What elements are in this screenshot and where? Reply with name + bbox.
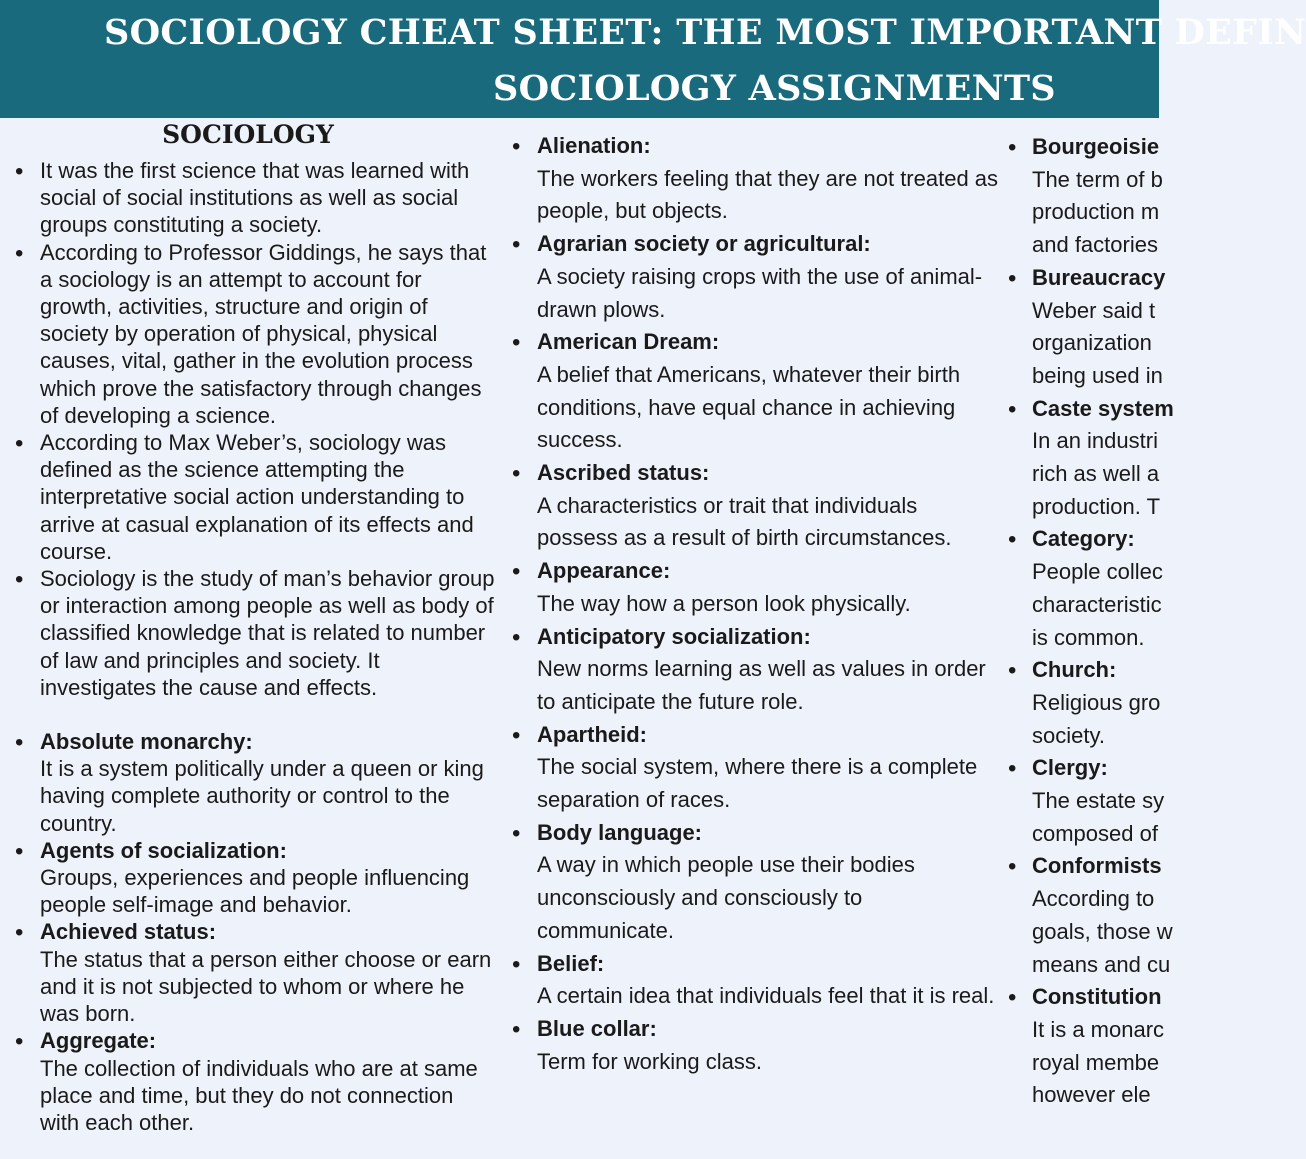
term-definition: The social system, where there is a complete separation of races.: [537, 754, 978, 813]
term-definition-line: composed of: [1032, 820, 1158, 846]
term-label: • Ascribed status:: [537, 460, 710, 486]
term-definition-line: rich as well a: [1032, 461, 1160, 487]
term-label: Aggregate:: [40, 1028, 157, 1054]
term-definition-line: Religious gro: [1032, 689, 1161, 715]
term-definition: The way how a person look physically.: [537, 590, 911, 616]
term-label: • Bureaucracy: [1032, 264, 1166, 290]
term-item: [1005, 131, 1163, 262]
term-item: [507, 228, 1002, 326]
term-definition: New norms learning as well as values in order to anticipate the future role.: [537, 656, 986, 714]
list-item: [10, 565, 496, 701]
term-item: [10, 918, 496, 1027]
term-item: [507, 621, 1002, 719]
term-label: • Conformists: [1032, 853, 1162, 879]
term-definition-line: production m: [1032, 199, 1160, 225]
term-label: Achieved status:: [40, 919, 217, 945]
list-item: [10, 239, 496, 429]
term-label: • American Dream:: [537, 329, 720, 355]
list-item: [10, 157, 496, 239]
term-definition-line: society.: [1032, 722, 1105, 748]
term-item: [10, 728, 496, 837]
column-terms-b-cropped: [1005, 131, 1174, 1112]
term-label: • Appearance:: [537, 558, 671, 584]
term-definition: A belief that Americans, whatever their birth conditions, have equal chance in achieving success.: [537, 361, 961, 453]
term-definition: The status that a person either choose or earn and it is not subjected to whom or where he was born.: [40, 946, 492, 1027]
term-definition: Term for working class.: [537, 1048, 762, 1074]
spacer: [10, 701, 496, 728]
term-definition-line: however ele: [1032, 1082, 1151, 1108]
term-label: • Blue collar:: [537, 1015, 657, 1041]
term-definition-line: People collec: [1032, 559, 1163, 585]
paragraph-text: It was the first science that was learned with social of social institutions as well as social groups constituting a society.: [40, 158, 470, 238]
term-definition-line: royal membe: [1032, 1049, 1160, 1075]
term-definition: It is a system politically under a queen or king having complete authority or control to the country.: [40, 756, 484, 836]
term-item: [1005, 654, 1159, 752]
term-item: [1005, 262, 1166, 393]
term-definition: The workers feeling that they are not treated as people, but objects.: [537, 165, 999, 224]
term-definition-line: means and cu: [1032, 951, 1171, 977]
term-label: • Apartheid:: [537, 721, 647, 747]
term-definition-line: being used in: [1032, 362, 1163, 388]
term-item: [1005, 850, 1173, 981]
term-label: Agents of socialization:: [40, 837, 287, 863]
term-label: • Agrarian society or agricultural:: [537, 231, 871, 257]
term-list: [1005, 131, 1174, 1112]
term-definition-line: goals, those w: [1032, 918, 1173, 944]
term-label: • Caste system: [1032, 395, 1174, 421]
term-definition-line: is common.: [1032, 624, 1145, 650]
term-label: • Category:: [1032, 526, 1135, 552]
list-item: [10, 429, 496, 565]
term-item: [507, 719, 1002, 817]
title-line-2: SOCIOLOGY ASSIGNMENTS: [493, 68, 1056, 109]
term-definition-line: Weber said t: [1032, 297, 1156, 323]
term-definition: A certain idea that individuals feel that it is real.: [537, 983, 995, 1009]
column-sociology: [10, 120, 496, 1136]
term-definition: A society raising crops with the use of animal-drawn plows.: [537, 263, 983, 322]
term-item: [507, 1013, 1002, 1078]
term-label: • Alienation:: [537, 133, 651, 158]
term-definition-line: The term of b: [1032, 166, 1163, 192]
term-item: [507, 457, 1002, 555]
title-banner: [0, 0, 1306, 118]
term-item: [10, 1027, 496, 1136]
term-item: [507, 817, 1002, 948]
paragraph-text: According to Professor Giddings, he says that a sociology is an attempt to account for growth, activities, structure and origin of society by operation of physical, physical causes, vital, gather in the evolution process which prove the satisfactory through changes of developing a science.: [40, 239, 487, 428]
term-list: [507, 130, 1002, 1078]
term-definition-line: organization: [1032, 330, 1152, 356]
paragraph-text: Sociology is the study of man’s behavior group or interaction among people as well as body of classified knowledge that is related to number of law and principles and society. It investigates the cause and effects.: [40, 566, 495, 700]
term-item: [507, 948, 1002, 1013]
term-definition-line: The estate sy: [1032, 788, 1165, 814]
term-definition: A characteristics or trait that individuals possess as a result of birth circumstances.: [537, 492, 952, 551]
term-item: [507, 555, 1002, 620]
term-definition-line: and factories: [1032, 232, 1158, 258]
term-definition-line: According to: [1032, 886, 1155, 912]
term-definition-line: production. T: [1032, 493, 1161, 519]
term-label: • Belief:: [537, 950, 605, 976]
intro-list: [10, 157, 496, 701]
term-item: [1005, 981, 1165, 1112]
term-label: • Body language:: [537, 819, 703, 845]
section-heading: SOCIOLOGY: [162, 120, 334, 149]
term-item: [1005, 752, 1165, 850]
term-definition-line: It is a monarc: [1032, 1016, 1165, 1042]
term-label: • Church:: [1032, 657, 1117, 683]
term-definition: The collection of individuals who are at same place and time, but they do not connection with each other.: [40, 1055, 478, 1135]
term-definition-line: In an industri: [1032, 428, 1158, 454]
term-definition: Groups, experiences and people influencing people self-image and behavior.: [40, 865, 470, 918]
term-item: [1005, 393, 1174, 524]
term-definition-line: characteristic: [1032, 591, 1162, 617]
term-label: • Constitution: [1032, 984, 1162, 1010]
term-definition: A way in which people use their bodies unconsciously and consciously to communicate.: [537, 852, 915, 943]
title-line-1: SOCIOLOGY CHEAT SHEET: THE MOST IMPORTANT DEFIN: [104, 12, 1306, 53]
paragraph-text: According to Max Weber’s, sociology was defined as the science attempting the interpretative social action understanding to arrive at casual explanation of its effects and course.: [40, 430, 474, 564]
term-item: [1005, 523, 1163, 654]
term-label: • Clergy:: [1032, 755, 1108, 781]
term-item: [507, 326, 1002, 457]
term-list: [10, 728, 496, 1136]
term-label: • Bourgeoisie: [1032, 134, 1160, 159]
term-label: Absolute monarchy:: [40, 729, 253, 755]
term-label: • Anticipatory socialization:: [537, 623, 811, 649]
term-item: [507, 130, 1002, 228]
term-item: [10, 837, 496, 919]
column-terms-a: [507, 130, 1002, 1078]
